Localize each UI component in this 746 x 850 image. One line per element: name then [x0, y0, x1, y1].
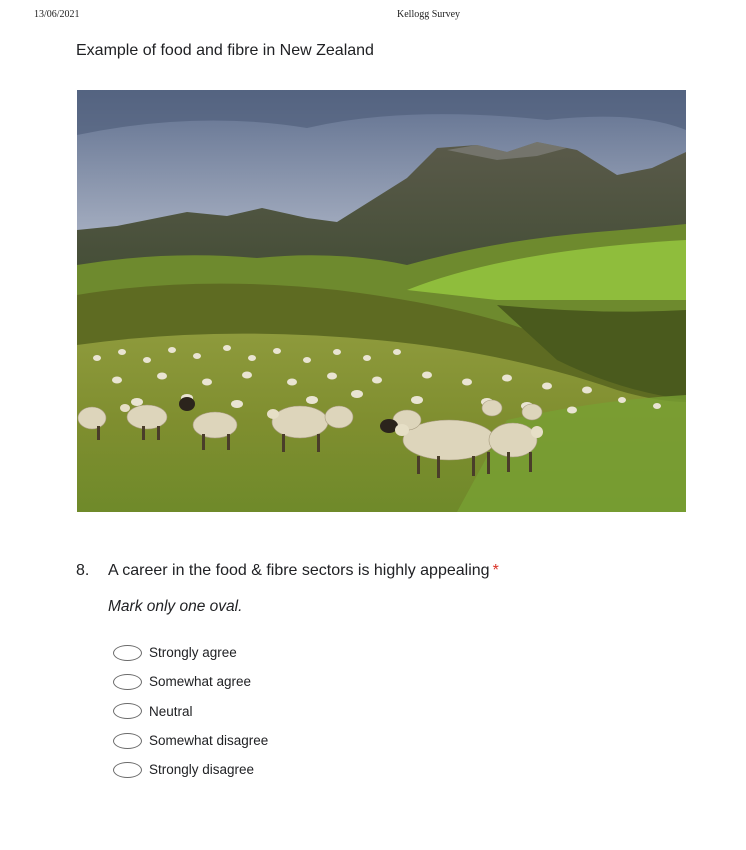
oval-radio[interactable]: [113, 674, 142, 690]
oval-radio[interactable]: [113, 733, 142, 749]
option-strongly-agree[interactable]: [113, 638, 268, 667]
option-label: Strongly disagree: [149, 762, 255, 778]
option-neutral[interactable]: [113, 697, 268, 726]
answer-options: [113, 638, 268, 784]
new-zealand-sheep-photo: [77, 90, 686, 512]
question-number: 8.: [76, 562, 90, 579]
question-text: A career in the food & fibre sectors is highly appealing: [108, 562, 490, 579]
option-label: Strongly agree: [149, 645, 237, 661]
oval-radio[interactable]: [113, 703, 142, 719]
option-somewhat-disagree[interactable]: [113, 726, 268, 755]
option-label: Somewhat disagree: [149, 733, 269, 749]
question-instruction: Mark only one oval.: [108, 598, 243, 615]
print-date: 13/06/2021: [34, 9, 80, 20]
option-strongly-disagree[interactable]: [113, 755, 268, 784]
image-caption: Example of food and fibre in New Zealand: [76, 42, 374, 59]
document-title: Kellogg Survey: [397, 9, 461, 20]
required-asterisk: *: [492, 562, 499, 579]
option-somewhat-agree[interactable]: [113, 667, 268, 696]
oval-radio[interactable]: [113, 645, 142, 661]
oval-radio[interactable]: [113, 762, 142, 778]
question-title: [76, 562, 499, 580]
option-label: Neutral: [149, 703, 193, 719]
option-label: Somewhat agree: [149, 674, 252, 690]
